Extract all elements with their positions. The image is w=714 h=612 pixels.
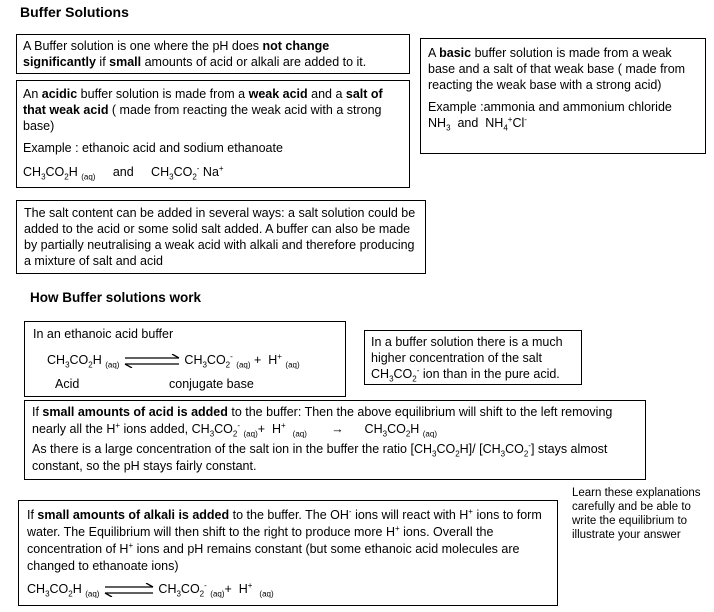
concentration-note-box: [364, 330, 582, 385]
salt-note-text: The salt content can be added in several ways: a salt solution could be added to the acid or some solid salt added. A buffer can also be made by partially neutralising a weak acid with alkali and therefore producing a mixture of salt and acid: [24, 206, 416, 268]
acid-added-box: [24, 400, 646, 480]
equilibrium-arrow-icon: [103, 583, 155, 597]
side-note: Learn these explanations carefully and be able to write the equilibrium to illustrate your answer: [572, 487, 701, 541]
page-title: Buffer Solutions: [20, 4, 129, 20]
label-conjugate-base: conjugate base: [169, 377, 254, 391]
equilibrium-arrow-icon: [123, 354, 181, 368]
right-arrow-icon: →: [331, 422, 344, 436]
basic-buffer-box: [420, 38, 706, 154]
section-heading: How Buffer solutions work: [30, 290, 202, 305]
equilibrium-box: [24, 321, 346, 397]
equilibrium-equation: $CH_3CO_2H$ $_{(aq)}$ $CH_3CO_2^-$ $_{(aq)}$ + H+ $_{(aq)}$: [47, 351, 300, 370]
alkali-added-box: [18, 500, 558, 606]
alkali-equation: $CH_3CO_2H$ $_{(aq)}$ $CH_3CO_2^-$ $_{(aq)}$+ H+ $_{(aq)}$: [27, 580, 274, 599]
basic-example: Example :ammonia and ammonium chloride: [428, 100, 672, 114]
equilibrium-intro: In an ethanoic acid buffer: [33, 327, 174, 341]
acid-added-text: If small amounts of acid is added to the buffer: Then the above equilibrium will shift to the left removing nearly all the H+ ions added, $CH_3CO_2^-$ $_{(aq)}$+ H+ $_{(aq)}$ → $CH_3CO_2H$ $_{(aq)}$: [32, 405, 613, 439]
acidic-example: Example : ethanoic acid and sodium ethanoate: [23, 141, 283, 155]
basic-buffer-text: A basic buffer solution is made from a weak base and a salt of that weak base ( made from reacting the weak base with a strong acid): [428, 46, 686, 92]
definition-text: A Buffer solution is one where the pH does not change significantly if small amounts of acid or alkali are added to it.: [23, 39, 367, 69]
concentration-note-text: In a buffer solution there is a much higher concentration of the salt $CH_3CO_2^-$ ion than in the pure acid.: [371, 335, 563, 384]
acidic-buffer-text: An acidic buffer solution is made from a weak acid and a salt of that weak acid ( made from reacting the weak acid with a strong base): [23, 87, 383, 133]
acidic-buffer-box: [16, 80, 410, 188]
alkali-added-text: If small amounts of alkali is added to the buffer. The OH- ions will react with H+ ions to form water. The Equilibrium will then shift to the right to produce more H+ ions. Overall the concentration of H+ ions and pH remains constant (but some ethanoic acid molecules are changed to ethanoate ions): [27, 506, 542, 573]
acidic-formula: $CH_3CO_2H$ $_{(aq)}$ and $CH_3CO_2^-$ Na+: [23, 163, 224, 182]
acid-added-ratio-text: As there is a large concentration of the salt ion in the buffer the ratio $[CH_3CO_2H]/$ $[CH_3CO_2^-]$ stays almost constant, so the pH stays fairly constant.: [32, 440, 608, 473]
basic-formula: $NH_3$ and $NH_4^+Cl^-$: [428, 114, 527, 133]
salt-note-box: [16, 200, 426, 274]
label-acid: Acid: [55, 377, 80, 391]
definition-box: [16, 34, 410, 74]
